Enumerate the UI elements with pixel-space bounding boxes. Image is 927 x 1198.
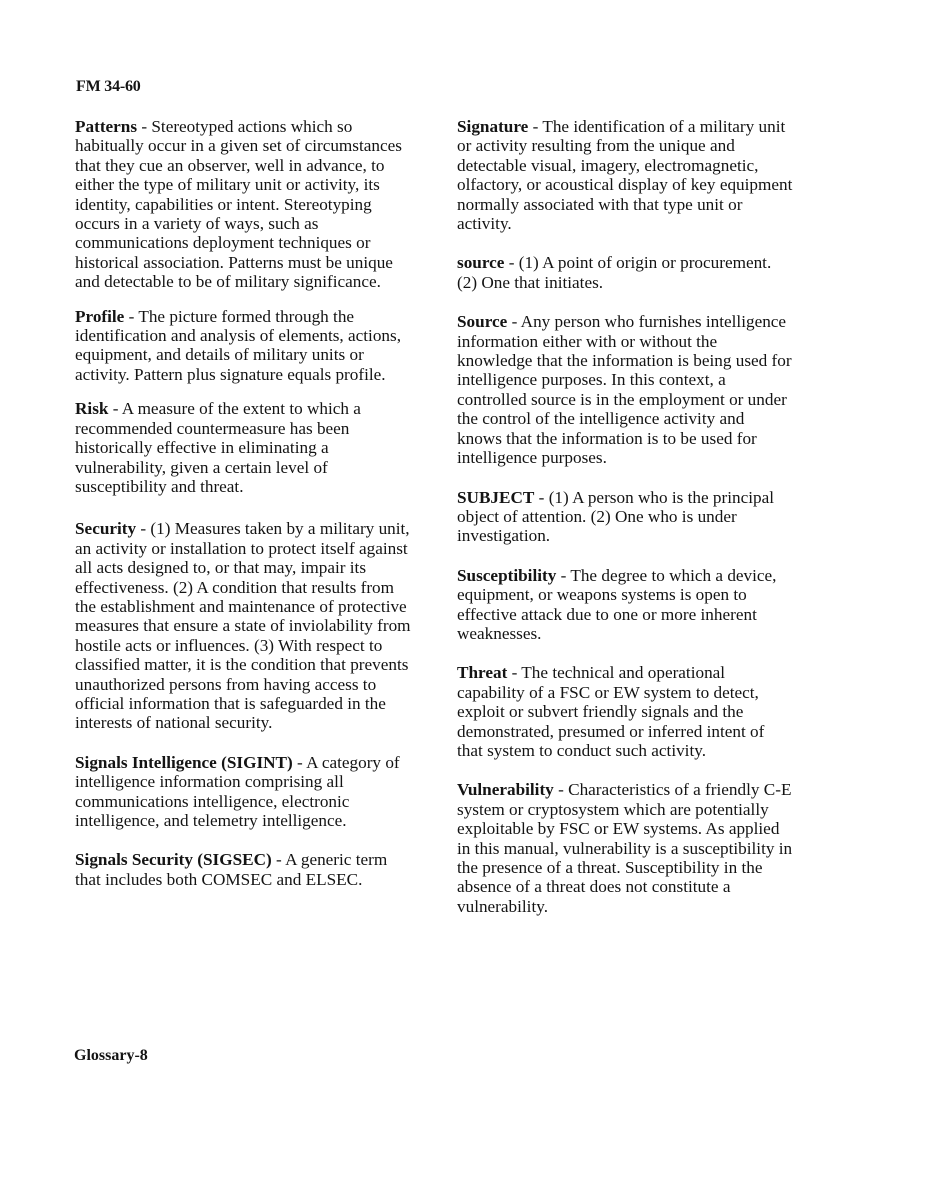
glossary-definition: - A measure of the extent to which a recommended countermeasure has been historically effective in eliminating a vulnerability, given a certain level of susceptibility and threat. — [75, 399, 361, 496]
glossary-definition: - Stereotyped actions which so habitually occur in a given set of circumstances that they cue an observer, well in advance, to either the type of military unit or activity, its identity, capabilities or intent. Stereotyping occurs in a variety of ways, such as communications deployment techniques or historical association. Patterns must be unique and detectable to be of military significance. — [75, 117, 402, 292]
glossary-definition: - The technical and operational capability of a FSC or EW system to detect, exploit or subvert friendly signals and the demonstrated, presumed or inferred intent of that system to conduct such activity. — [457, 663, 765, 760]
glossary-entry-threat — [457, 663, 793, 760]
glossary-term: Vulnerability — [457, 780, 554, 800]
glossary-definition: - (1) A point of origin or procurement. (2) One that initiates. — [457, 253, 772, 292]
glossary-column-left — [75, 117, 411, 889]
glossary-term: Signature — [457, 117, 529, 136]
glossary-definition: - A category of intelligence information comprising all communications intelligence, electronic intelligence, and telemetry intelligence. — [75, 752, 400, 830]
glossary-entry-source-lower — [457, 253, 793, 292]
glossary-term: Patterns — [75, 117, 138, 136]
glossary-term: Profile — [75, 306, 125, 326]
glossary-entry-patterns — [75, 117, 411, 292]
glossary-definition: - (1) A person who is the principal object of attention. (2) One who is under investigation. — [457, 487, 774, 546]
glossary-term: source — [457, 253, 505, 273]
glossary-term: Threat — [457, 663, 508, 683]
glossary-term: SUBJECT — [457, 487, 535, 507]
glossary-entry-signature — [457, 117, 793, 233]
glossary-term: Source — [457, 312, 508, 332]
glossary-definition: - Any person who furnishes intelligence information either with or without the knowledge that the information is being used for intelligence purposes. In this context, a controlled source is in the employment or under the control of the intelligence activity and knows that the information is to be used for intelligence purposes. — [457, 312, 792, 468]
glossary-definition: - The identification of a military unit or activity resulting from the unique and detectable visual, imagery, electromagnetic, olfactory, or acoustical display of key equipment normally associated with that type unit or activity. — [457, 117, 793, 234]
glossary-entry-source — [457, 312, 793, 467]
glossary-entry-sigsec — [75, 850, 411, 889]
document-id: FM 34-60 — [76, 78, 141, 95]
glossary-entry-susceptibility — [457, 566, 793, 644]
glossary-entry-risk — [75, 399, 411, 496]
page-label: Glossary-8 — [74, 1047, 148, 1064]
glossary-entry-subject — [457, 488, 793, 546]
glossary-term: Signals Intelligence (SIGINT) — [75, 752, 293, 772]
glossary-entry-security — [75, 519, 411, 732]
glossary-definition: - A generic term that includes both COMSEC and ELSEC. — [75, 850, 388, 889]
glossary-entry-sigint — [75, 753, 411, 831]
glossary-term: Susceptibility — [457, 565, 557, 585]
glossary-definition: - Characteristics of a friendly C-E system or cryptosystem which are potentially exploitable by FSC or EW systems. As applied in this manual, vulnerability is a susceptibility in the presence of a threat. Susceptibility in the absence of a threat does not constitute a vulnerability. — [457, 780, 793, 916]
glossary-definition: - The picture formed through the identification and analysis of elements, actions, equipment, and details of military units or activity. Pattern plus signature equals profile. — [75, 306, 401, 384]
glossary-term: Risk — [75, 399, 109, 419]
glossary-entry-profile — [75, 307, 411, 385]
glossary-definition: - The degree to which a device, equipment, or weapons systems is open to effective attack due to one or more inherent weaknesses. — [457, 565, 777, 643]
glossary-term: Security — [75, 519, 137, 539]
glossary-definition: - (1) Measures taken by a military unit, an activity or installation to protect itself against all acts designed to, or that may, impair its effectiveness. (2) A condition that results from the establishment and maintenance of protective measures that ensure a state of inviolability from hostile acts or influences. (3) With respect to classified matter, it is the condition that prevents unauthorized persons from having access to official information that is safeguarded in the interests of national security. — [75, 519, 411, 733]
glossary-term: Signals Security (SIGSEC) — [75, 850, 272, 870]
glossary-column-right — [457, 117, 793, 916]
glossary-entry-vulnerability — [457, 780, 793, 916]
